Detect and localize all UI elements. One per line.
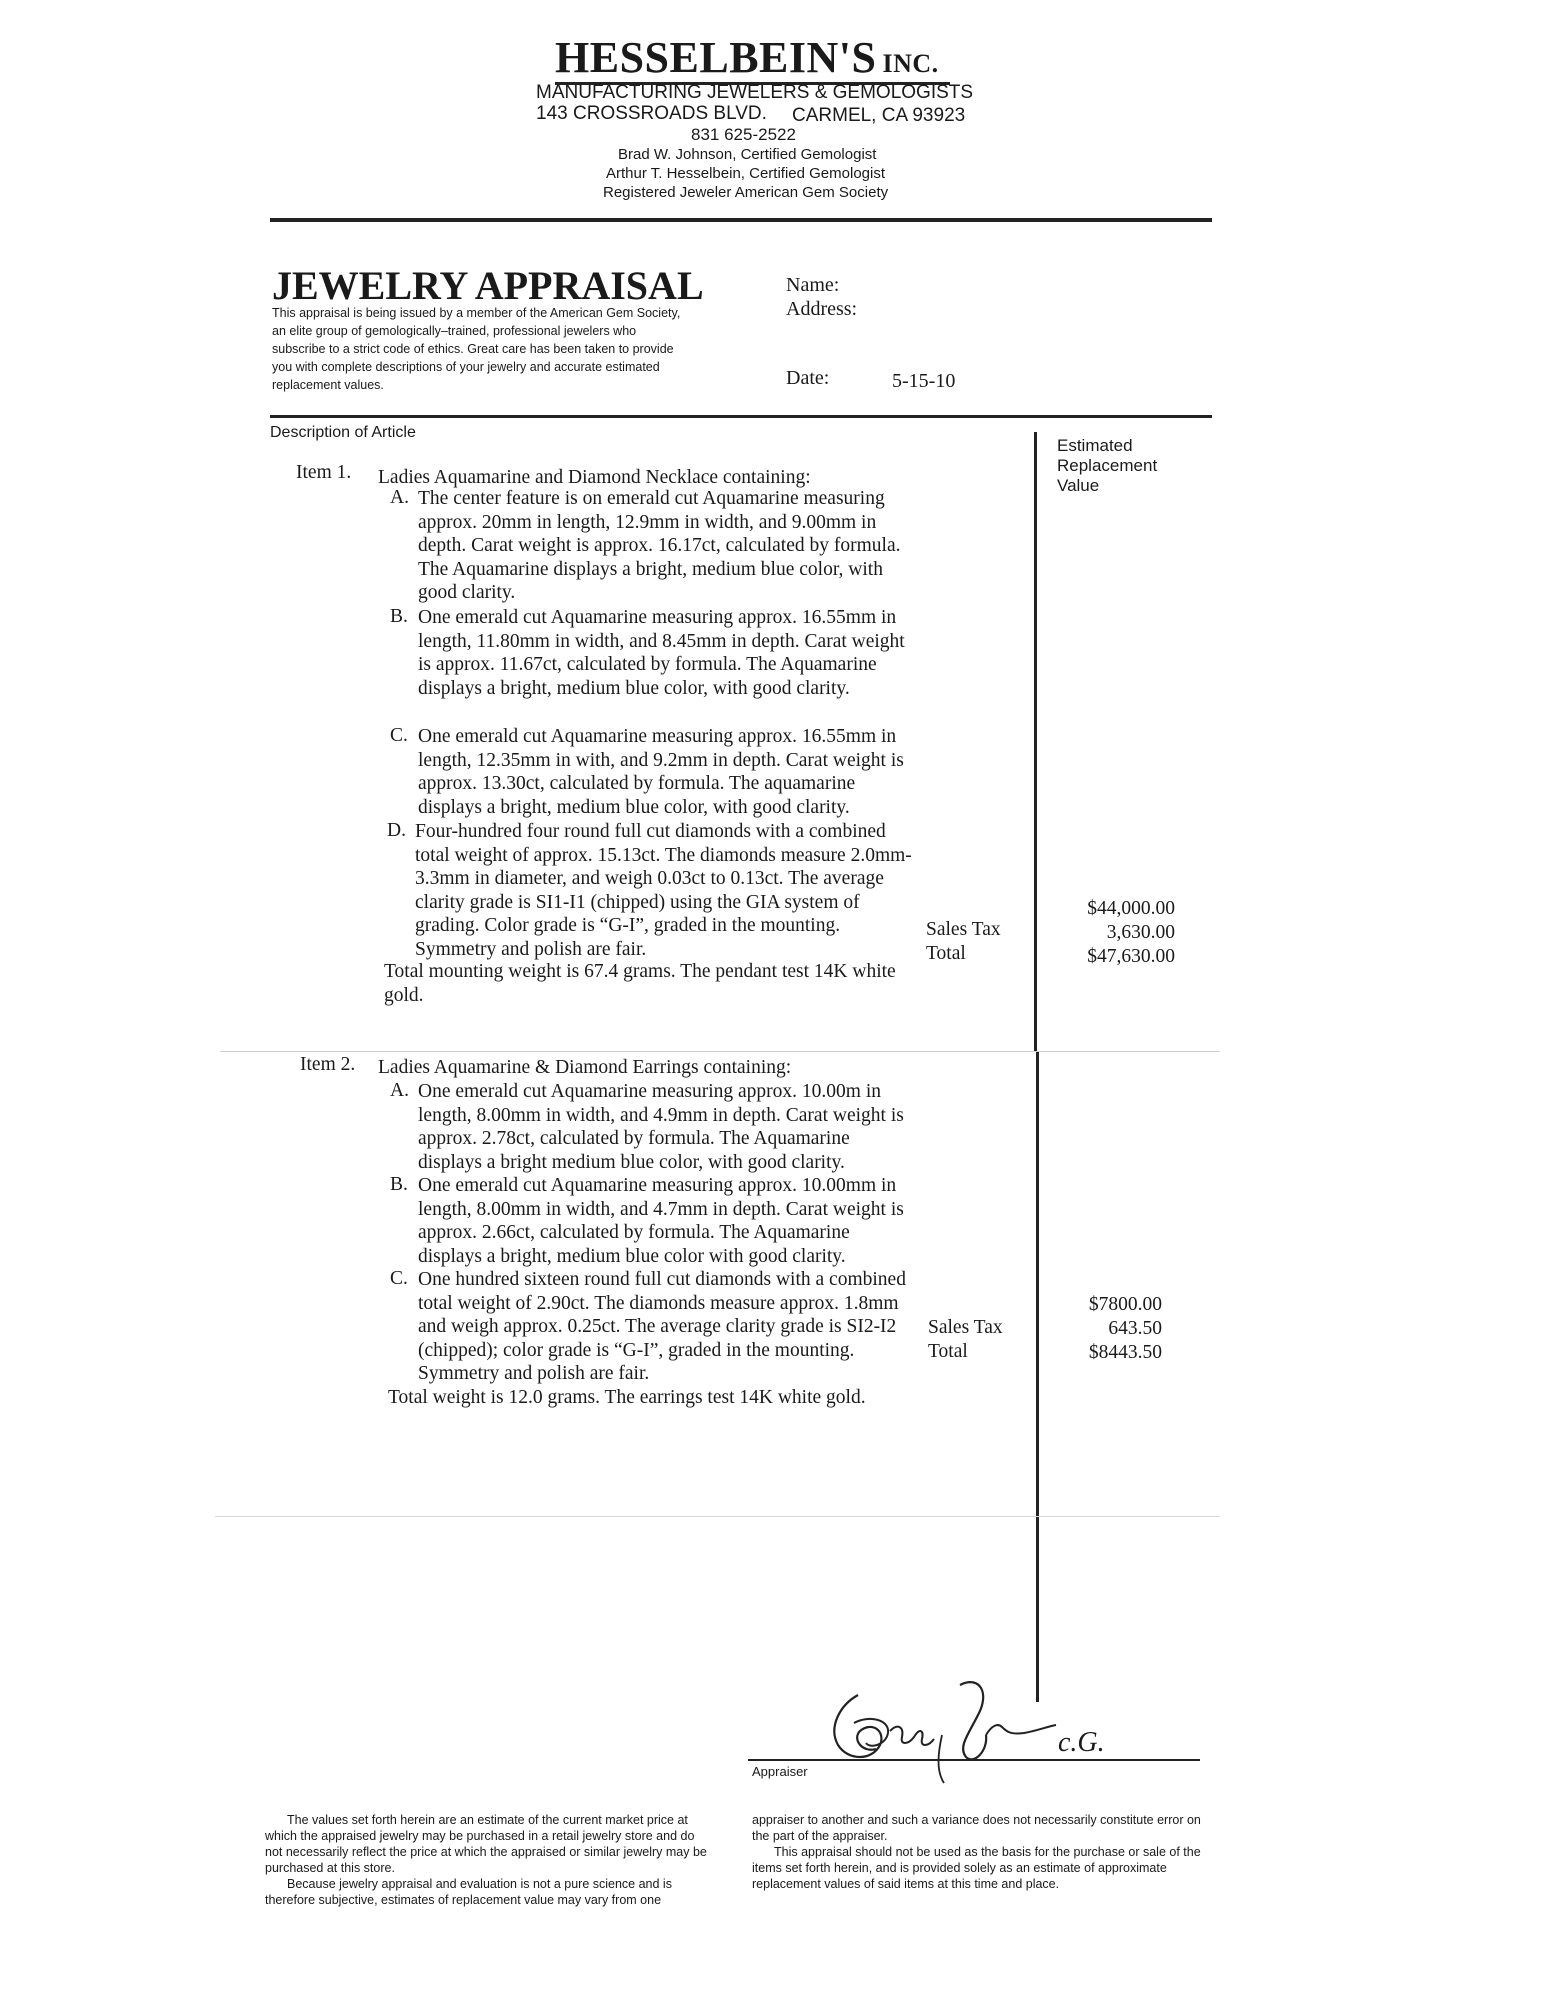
item-2-label: Item 2.: [300, 1054, 356, 1075]
item-1-total: $47,630.00: [1087, 946, 1175, 967]
appraiser-signature: [810, 1665, 1070, 1790]
item-1-c-text: One emerald cut Aquamarine measuring approx. 16.55mm in length, 12.35mm in with, and 9.2mm in depth. Carat weight is approx. 13.30ct, calculated by formula. The aquamarine displays a bright, medium blue color, with good clarity.: [418, 726, 904, 818]
footer-right-paragraph-1: appraiser to another and such a variance does not necessarily constitute error on the part of the appraiser.: [752, 1813, 1201, 1843]
header-divider: [270, 218, 1212, 222]
item-2-tax-label: Sales Tax: [928, 1317, 1003, 1338]
item-1-a-text: The center feature is on emerald cut Aquamarine measuring approx. 20mm in length, 12.9mm in width, and 9.00mm in depth. Carat weight is approx. 16.17ct, calculated by formula. The Aquamarine displays a bright, medium blue color, with good clarity.: [418, 488, 901, 604]
value-header-line-1: Estimated: [1057, 436, 1133, 455]
staff-line-1: Brad W. Johnson, Certified Gemologist: [618, 146, 877, 163]
date-value: 5-15-10: [892, 370, 956, 392]
description-header: Description of Article: [270, 424, 416, 441]
item-1-tax: 3,630.00: [1106, 922, 1175, 943]
item-2-value: $7800.00: [1088, 1294, 1162, 1315]
footer-left-paragraph-1: The values set forth herein are an estimate of the current market price at which the appraised jewelry may be purchased in a retail jewelry store and do not necessarily reflect the price at which the appraised or similar jewelry may be purchased at this store.: [265, 1813, 707, 1875]
value-header: [1057, 436, 1157, 496]
item-1-c-letter: C.: [390, 725, 408, 746]
item-1-b-letter: B.: [390, 606, 408, 627]
value-header-line-2: Replacement: [1057, 456, 1158, 475]
item-1-label: Item 1.: [296, 462, 352, 483]
item-separator: [220, 1051, 1220, 1052]
name-label: Name:: [786, 274, 840, 296]
item-1-a-letter: A.: [390, 487, 409, 508]
item-1-value: $44,000.00: [1087, 898, 1175, 919]
table-bottom-separator: [215, 1516, 1220, 1517]
item-1-heading: Ladies Aquamarine and Diamond Necklace containing:: [378, 467, 811, 488]
company-name-text: HESSELBEIN'S: [555, 33, 877, 82]
title-divider: [270, 415, 1212, 418]
company-phone: 831 625-2522: [691, 125, 796, 144]
item-2-tax: 643.50: [1108, 1318, 1162, 1339]
value-header-line-3: Value: [1057, 476, 1100, 495]
item-1-d-text: Four-hundred four round full cut diamonds with a combined total weight of approx. 15.13ct. The diamonds measure 2.0mm-3.3mm in diameter, and weigh 0.03ct to 0.13ct. The average clarity grade is SI1-I1 (chipped) using the GIA system of grading. Color grade is “G-I”, graded in the mounting. Symmetry and polish are fair.: [415, 821, 912, 960]
company-tagline: MANUFACTURING JEWELERS & GEMOLOGISTS: [536, 82, 974, 103]
footer-right-paragraph-2: This appraisal should not be used as the basis for the purchase or sale of the items set forth herein, and is provided solely as an estimate of approximate replacement values of said items at this time and place.: [752, 1845, 1201, 1891]
signature-note-text: c.G.: [1058, 1727, 1105, 1758]
item-2-footer: Total weight is 12.0 grams. The earrings test 14K white gold.: [388, 1387, 866, 1408]
item-2-c-text: One hundred sixteen round full cut diamonds with a combined total weight of 2.90ct. The diamonds measure approx. 1.8mm and weigh approx. 0.25ct. The average clarity grade is SI2-I2 (chipped); color grade is “G-I”, graded in the mounting. Symmetry and polish are fair.: [418, 1269, 906, 1385]
appraiser-label: Appraiser: [752, 1764, 808, 1779]
company-city: CARMEL, CA 93923: [792, 105, 966, 126]
date-label: Date:: [786, 367, 830, 389]
staff-line-3: Registered Jeweler American Gem Society: [603, 184, 889, 201]
item-1-b-text: One emerald cut Aquamarine measuring approx. 16.55mm in length, 11.80mm in width, and 8.45mm in depth. Carat weight is approx. 11.67ct, calculated by formula. The Aquamarine displays a bright, medium blue color, with good clarity.: [418, 607, 905, 699]
signature-line: [748, 1759, 1200, 1761]
item-2-b-text: One emerald cut Aquamarine measuring approx. 10.00mm in length, 8.00mm in width, and 4.7mm in depth. Carat weight is approx. 2.66ct, calculated by formula. The Aquamarine displays a bright, medium blue color with good clarity.: [418, 1175, 904, 1267]
footer-right: [752, 1812, 1207, 1892]
item-2-b-letter: B.: [390, 1174, 408, 1195]
footer-left-paragraph-2: Because jewelry appraisal and evaluation is not a pure science and is therefore subjective, estimates of replacement value may vary from one: [265, 1877, 672, 1907]
item-1-footer: Total mounting weight is 67.4 grams. The pendant test 14K white gold.: [384, 961, 896, 1006]
intro-paragraph: This appraisal is being issued by a member of the American Gem Society, an elite group of gemologically–trained, professional jewelers who subscribe to a strict code of ethics. Great care has been taken to provide you with complete descriptions of your jewelry and accurate estimated replacement values.: [272, 306, 681, 392]
item-2-a-letter: A.: [390, 1080, 409, 1101]
item-2-total: $8443.50: [1088, 1342, 1162, 1363]
column-divider-lower: [1036, 1052, 1039, 1702]
item-2-a-text: One emerald cut Aquamarine measuring approx. 10.00m in length, 8.00mm in width, and 4.9mm in depth. Carat weight is approx. 2.78ct, calculated by formula. The Aquamarine displays a bright medium blue color, with good clarity.: [418, 1081, 904, 1173]
signature-note: [1058, 1727, 1105, 1759]
staff-line-2: Arthur T. Hesselbein, Certified Gemologist: [606, 165, 886, 182]
item-2-c-letter: C.: [390, 1268, 408, 1289]
company-street: 143 CROSSROADS BLVD.: [536, 103, 767, 124]
page-title: JEWELRY APPRAISAL: [272, 263, 704, 308]
company-name: [555, 32, 939, 83]
footer-left: [265, 1812, 710, 1908]
item-2-heading: Ladies Aquamarine & Diamond Earrings containing:: [378, 1057, 792, 1078]
item-1-total-label: Total: [926, 943, 966, 964]
company-suffix: INC.: [882, 49, 939, 78]
item-1-tax-label: Sales Tax: [926, 919, 1001, 940]
item-1-d-letter: D.: [387, 820, 406, 841]
address-label: Address:: [786, 298, 858, 320]
item-2-total-label: Total: [928, 1341, 968, 1362]
